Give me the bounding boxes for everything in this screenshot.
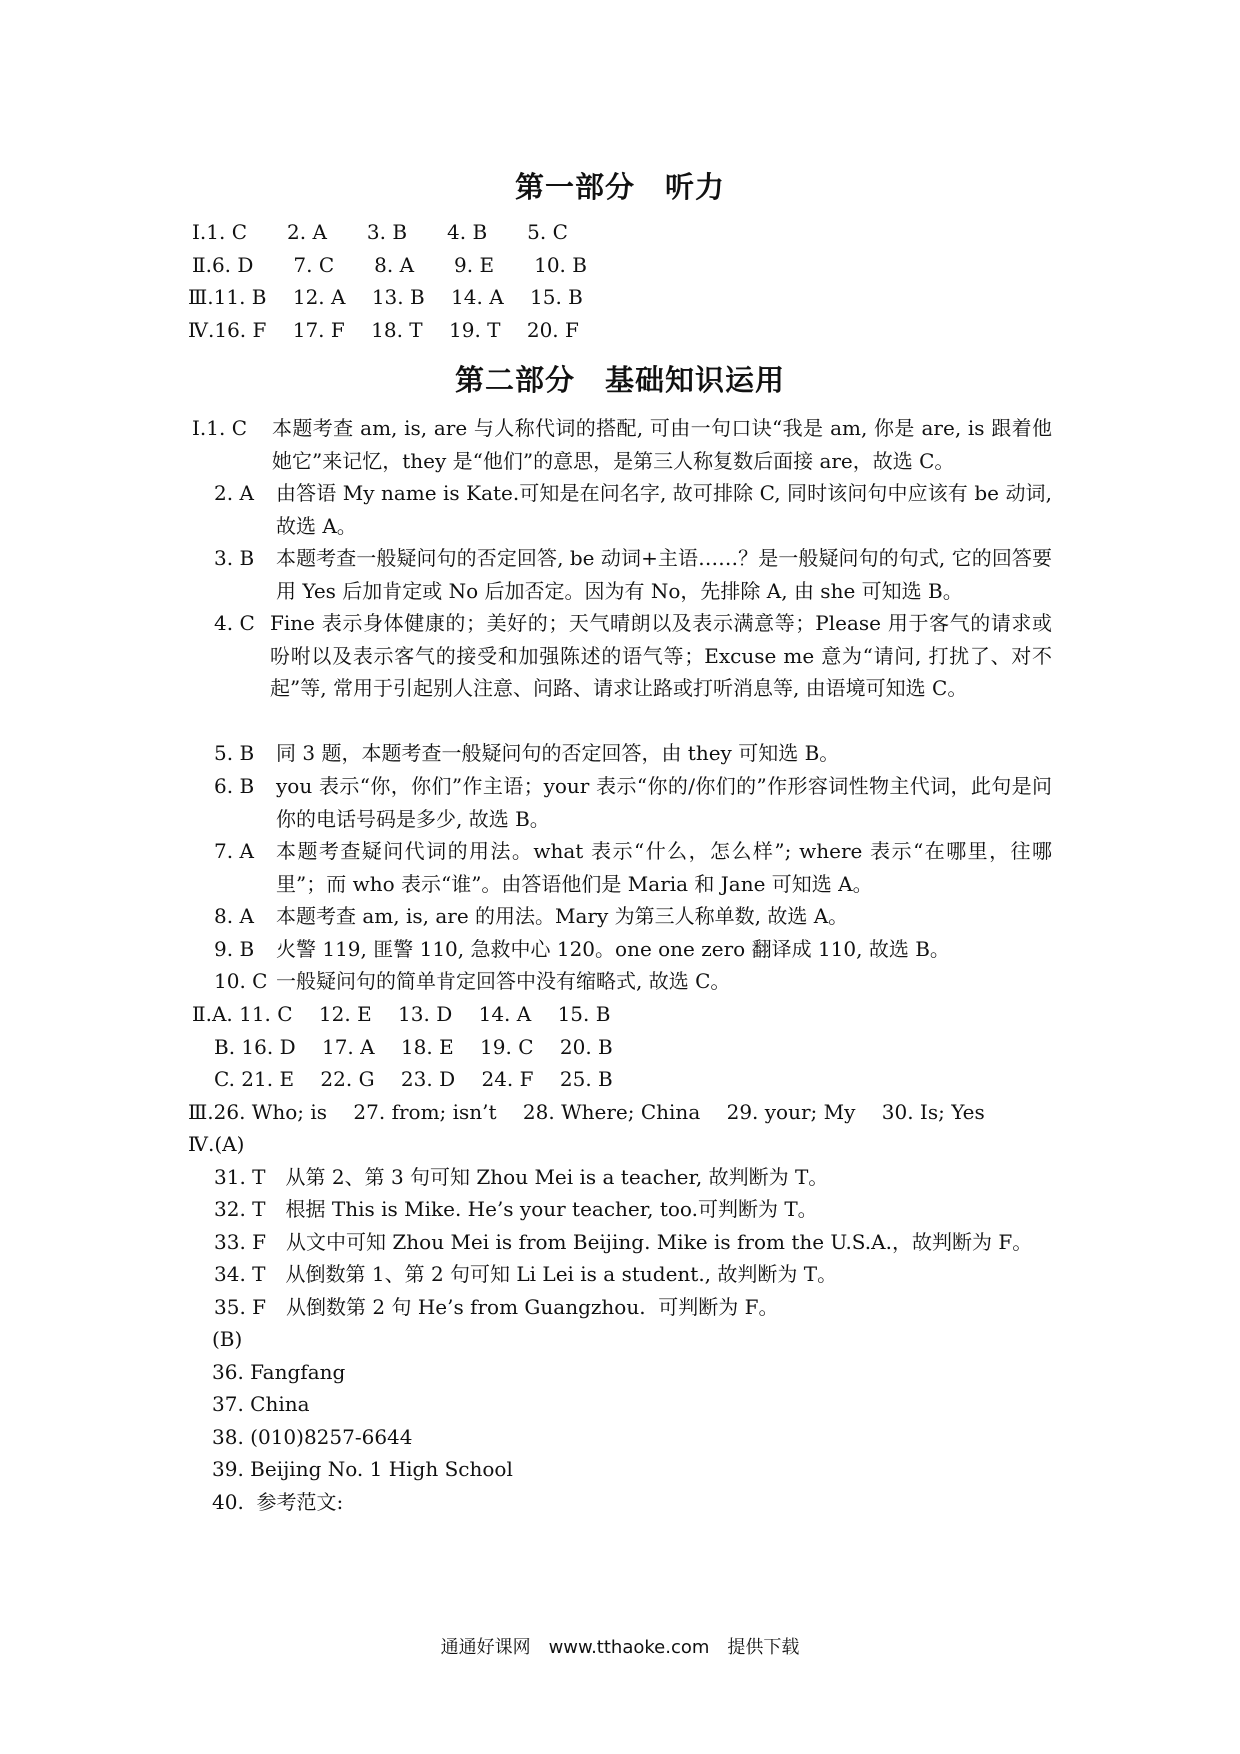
q10-answer xyxy=(214,965,1052,998)
q4-answer xyxy=(214,607,1052,705)
q5-explanation: 同 3 题，本题考查一般疑问句的否定回答，由 they 可知选 B。 xyxy=(276,741,840,765)
page-footer: 通通好课网 www.tthaoke.com 提供下载 xyxy=(440,1637,800,1658)
q3-explanation: 本题考查一般疑问句的否定回答, be 动词+主语……？是一般疑问句的句式, 它的回答要用 Yes 后加肯定或 No 后加否定。因为有 No，先排除 A, 由 she 可知选 B。 xyxy=(276,546,1052,603)
q3-label: 3. B xyxy=(214,546,255,570)
q34-answer: 34. T 从倒数第 1、第 2 句可知 Li Lei is a student., 故判断为 T。 xyxy=(214,1262,838,1286)
part1-row-2: Ⅱ.6. D 7. C 8. A 9. E 10. B xyxy=(192,253,587,277)
q1-explanation: 本题考查 am, is, are 与人称代词的搭配, 可由一句口诀“我是 am, 你是 are, is 跟着他她它”来记忆，they 是“他们”的意思，是第三人称复数后面接 are，故选 C。 xyxy=(272,416,1052,473)
q8-label: 8. A xyxy=(214,904,254,928)
q40-answer: 40. 参考范文: xyxy=(212,1490,344,1514)
q37-answer: 37. China xyxy=(212,1392,310,1416)
part2-title: 第二部分 基础知识运用 xyxy=(454,363,785,397)
q31-answer: 31. T 从第 2、第 3 句可知 Zhou Mei is a teacher, 故判断为 T。 xyxy=(214,1165,829,1189)
section4-heading: Ⅳ.(A) xyxy=(188,1132,245,1156)
part1-row-3: Ⅲ.11. B 12. A 13. B 14. A 15. B xyxy=(188,285,583,309)
q10-explanation: 一般疑问句的简单肯定回答中没有缩略式, 故选 C。 xyxy=(276,969,731,993)
q8-explanation: 本题考查 am, is, are 的用法。Mary 为第三人称单数, 故选 A。 xyxy=(276,904,849,928)
section2-row-a: Ⅱ.A. 11. C 12. E 13. D 14. A 15. B xyxy=(192,1002,611,1026)
q9-explanation: 火警 119, 匪警 110, 急救中心 120。one one zero 翻译成 110, 故选 B。 xyxy=(276,937,950,961)
q1-answer xyxy=(192,412,1052,477)
section3-row: Ⅲ.26. Who; is 27. from; isn’t 28. Where; China 29. your; My 30. Is; Yes xyxy=(188,1100,985,1124)
q36-answer: 36. Fangfang xyxy=(212,1360,346,1384)
part1-row-4: Ⅳ.16. F 17. F 18. T 19. T 20. F xyxy=(188,318,579,342)
q2-label: 2. A xyxy=(214,481,254,505)
q6-answer xyxy=(214,770,1052,835)
part1-row-1: Ⅰ.1. C 2. A 3. B 4. B 5. C xyxy=(192,220,568,244)
q6-explanation: you 表示“你，你们”作主语；your 表示“你的/你们的”作形容词性物主代词，此句是问你的电话号码是多少, 故选 B。 xyxy=(276,774,1052,831)
q38-answer: 38. (010)8257-6644 xyxy=(212,1425,413,1449)
q32-answer: 32. T 根据 This is Mike. He’s your teacher, too.可判断为 T。 xyxy=(214,1197,818,1221)
q4-label: 4. C xyxy=(214,611,255,635)
q9-answer xyxy=(214,933,1052,966)
q4-explanation: Fine 表示身体健康的；美好的；天气晴朗以及表示满意等；Please 用于客气的请求或吩咐以及表示客气的接受和加强陈述的语气等；Excuse me 意为“请问, 打扰了、对不起”等, 常用于引起别人注意、问路、请求让路或打听消息等, 由语境可知选 C。 xyxy=(270,611,1052,700)
q1-label: Ⅰ.1. C xyxy=(192,416,247,440)
q35-answer: 35. F 从倒数第 2 句 He’s from Guangzhou. 可判断为 F。 xyxy=(214,1295,779,1319)
q7-explanation: 本题考查疑问代词的用法。what 表示“什么，怎么样”; where 表示“在哪里，往哪里”；而 who 表示“谁”。由答语他们是 Maria 和 Jane 可知选 A。 xyxy=(276,839,1052,896)
section2-row-b: B. 16. D 17. A 18. E 19. C 20. B xyxy=(214,1035,613,1059)
q9-label: 9. B xyxy=(214,937,255,961)
part1-title: 第一部分 听力 xyxy=(514,170,725,204)
q2-answer xyxy=(214,477,1052,542)
q5-answer xyxy=(214,737,1052,770)
q33-answer: 33. F 从文中可知 Zhou Mei is from Beijing. Mike is from the U.S.A.，故判断为 F。 xyxy=(214,1230,1033,1254)
section4b-heading: (B) xyxy=(212,1327,243,1351)
q8-answer xyxy=(214,900,1052,933)
q39-answer: 39. Beijing No. 1 High School xyxy=(212,1457,513,1481)
q6-label: 6. B xyxy=(214,774,255,798)
q10-label: 10. C xyxy=(214,969,268,993)
q3-answer xyxy=(214,542,1052,607)
q2-explanation: 由答语 My name is Kate.可知是在问名字, 故可排除 C, 同时该问句中应该有 be 动词, 故选 A。 xyxy=(276,481,1052,538)
q7-label: 7. A xyxy=(214,839,254,863)
section2-row-c: C. 21. E 22. G 23. D 24. F 25. B xyxy=(214,1067,613,1091)
q7-answer xyxy=(214,835,1052,900)
q5-label: 5. B xyxy=(214,741,255,765)
